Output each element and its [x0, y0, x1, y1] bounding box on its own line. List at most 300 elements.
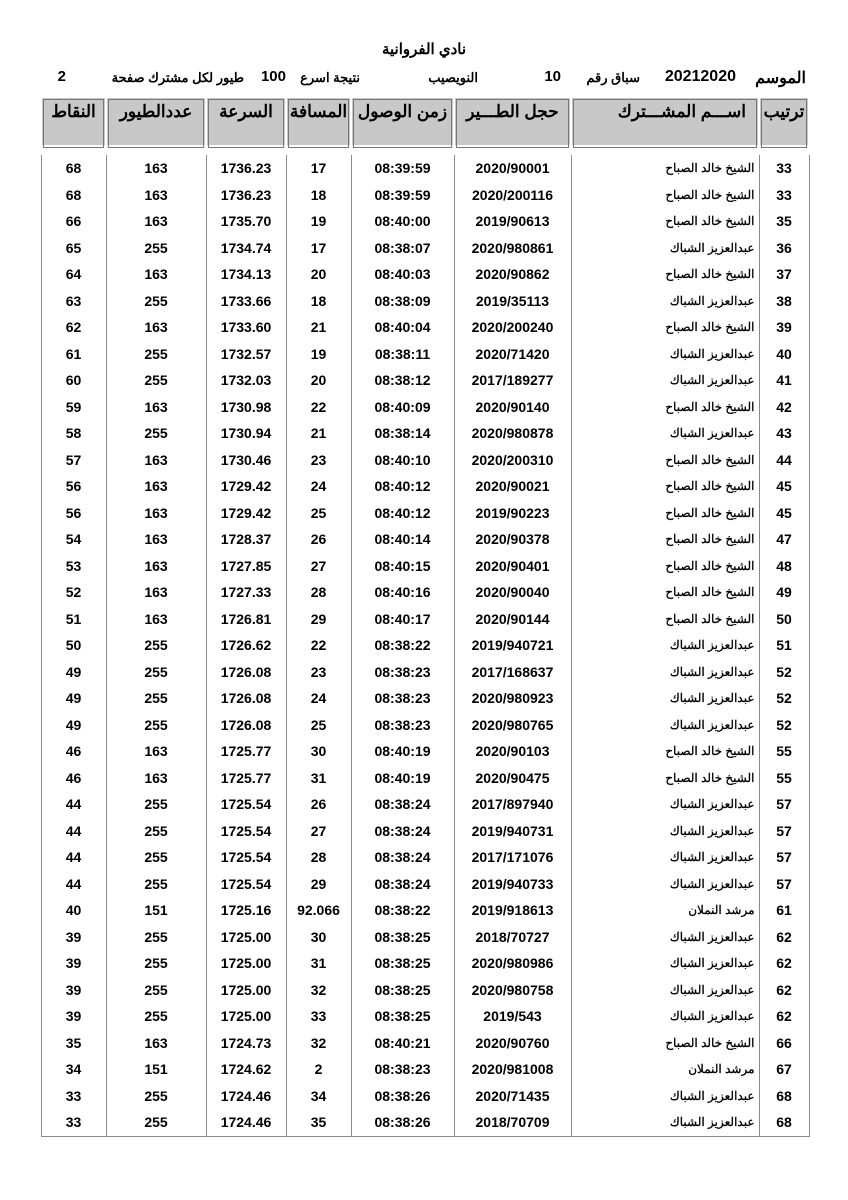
speed-cell: 1728.37 — [206, 526, 286, 553]
distance-cell: 23 — [286, 659, 351, 686]
arrival-time-cell: 08:40:15 — [351, 553, 454, 580]
points-cell: 49 — [41, 659, 106, 686]
table-row — [41, 182, 809, 209]
arrival-time-cell: 08:38:22 — [351, 897, 454, 924]
points-cell: 62 — [41, 314, 106, 341]
points-cell: 39 — [41, 1003, 106, 1030]
rank-cell: 55 — [759, 765, 809, 792]
participant-name-cell: الشيخ خالد الصباح — [571, 1030, 759, 1057]
ring-number-cell: 2020/90401 — [454, 553, 571, 580]
fastest-count: 100 — [260, 68, 286, 85]
participant-name-cell: الشيخ خالد الصباح — [571, 261, 759, 288]
participant-name-cell: عبدالعزيز الشباك — [571, 977, 759, 1004]
ring-number-cell: 2020/71420 — [454, 341, 571, 368]
header-distance: المسافة — [286, 97, 351, 150]
speed-cell: 1730.94 — [206, 420, 286, 447]
distance-cell: 29 — [286, 606, 351, 633]
bird-count-cell: 163 — [106, 579, 206, 606]
table-row — [41, 844, 809, 871]
speed-cell: 1726.08 — [206, 659, 286, 686]
speed-cell: 1733.66 — [206, 288, 286, 315]
table-row — [41, 420, 809, 447]
distance-cell: 25 — [286, 500, 351, 527]
ring-number-cell: 2017/897940 — [454, 791, 571, 818]
participant-name-cell: عبدالعزيز الشباك — [571, 950, 759, 977]
arrival-time-cell: 08:38:22 — [351, 632, 454, 659]
distance-cell: 20 — [286, 367, 351, 394]
distance-cell: 20 — [286, 261, 351, 288]
bird-count-cell: 255 — [106, 791, 206, 818]
header-participant-name: اســـم المشـــترك — [571, 97, 759, 150]
distance-cell: 28 — [286, 579, 351, 606]
speed-cell: 1725.16 — [206, 897, 286, 924]
speed-cell: 1733.60 — [206, 314, 286, 341]
arrival-time-cell: 08:38:07 — [351, 235, 454, 262]
ring-number-cell: 2019/543 — [454, 1003, 571, 1030]
participant-name-cell: عبدالعزيز الشباك — [571, 844, 759, 871]
participant-name-cell: الشيخ خالد الصباح — [571, 394, 759, 421]
ring-number-cell: 2019/35113 — [454, 288, 571, 315]
rank-cell: 35 — [759, 208, 809, 235]
ring-number-cell: 2020/980878 — [454, 420, 571, 447]
bird-count-cell: 255 — [106, 341, 206, 368]
arrival-time-cell: 08:38:26 — [351, 1083, 454, 1110]
distance-cell: 17 — [286, 235, 351, 262]
arrival-time-cell: 08:38:24 — [351, 791, 454, 818]
distance-cell: 24 — [286, 473, 351, 500]
speed-cell: 1725.00 — [206, 924, 286, 951]
speed-cell: 1724.62 — [206, 1056, 286, 1083]
distance-cell: 27 — [286, 818, 351, 845]
bird-count-cell: 163 — [106, 150, 206, 182]
table-row — [41, 871, 809, 898]
table-row — [41, 367, 809, 394]
arrival-time-cell: 08:40:10 — [351, 447, 454, 474]
rank-cell: 33 — [759, 182, 809, 209]
ring-number-cell: 2020/90103 — [454, 738, 571, 765]
bird-count-cell: 255 — [106, 1003, 206, 1030]
table-row — [41, 394, 809, 421]
points-cell: 60 — [41, 367, 106, 394]
distance-cell: 32 — [286, 1030, 351, 1057]
arrival-time-cell: 08:38:09 — [351, 288, 454, 315]
points-cell: 33 — [41, 1109, 106, 1136]
header-speed: السرعة — [206, 97, 286, 150]
speed-cell: 1725.00 — [206, 977, 286, 1004]
bird-count-cell: 163 — [106, 182, 206, 209]
bird-count-cell: 163 — [106, 394, 206, 421]
bird-count-cell: 151 — [106, 1056, 206, 1083]
speed-cell: 1725.54 — [206, 844, 286, 871]
arrival-time-cell: 08:38:25 — [351, 950, 454, 977]
speed-cell: 1725.77 — [206, 738, 286, 765]
bird-count-cell: 163 — [106, 314, 206, 341]
points-cell: 54 — [41, 526, 106, 553]
points-cell: 63 — [41, 288, 106, 315]
distance-cell: 92.066 — [286, 897, 351, 924]
distance-cell: 31 — [286, 950, 351, 977]
rank-cell: 52 — [759, 712, 809, 739]
rank-cell: 37 — [759, 261, 809, 288]
speed-cell: 1734.74 — [206, 235, 286, 262]
points-cell: 44 — [41, 844, 106, 871]
rank-cell: 57 — [759, 871, 809, 898]
arrival-time-cell: 08:38:24 — [351, 871, 454, 898]
race-location: النويصيب — [428, 70, 478, 85]
points-cell: 39 — [41, 977, 106, 1004]
participant-name-cell: الشيخ خالد الصباح — [571, 738, 759, 765]
bird-count-cell: 163 — [106, 1030, 206, 1057]
rank-cell: 67 — [759, 1056, 809, 1083]
speed-cell: 1725.54 — [206, 791, 286, 818]
distance-cell: 21 — [286, 420, 351, 447]
per-participant-label: طيور لكل مشترك صفحة — [111, 70, 244, 85]
bird-count-cell: 163 — [106, 765, 206, 792]
speed-cell: 1729.42 — [206, 500, 286, 527]
bird-count-cell: 255 — [106, 924, 206, 951]
points-cell: 34 — [41, 1056, 106, 1083]
bird-count-cell: 255 — [106, 235, 206, 262]
arrival-time-cell: 08:40:16 — [351, 579, 454, 606]
rank-cell: 45 — [759, 500, 809, 527]
table-row — [41, 738, 809, 765]
distance-cell: 26 — [286, 526, 351, 553]
ring-number-cell: 2019/918613 — [454, 897, 571, 924]
points-cell: 64 — [41, 261, 106, 288]
rank-cell: 48 — [759, 553, 809, 580]
distance-cell: 23 — [286, 447, 351, 474]
header-rank: ترتيب — [759, 97, 809, 150]
distance-cell: 33 — [286, 1003, 351, 1030]
points-cell: 39 — [41, 924, 106, 951]
distance-cell: 30 — [286, 924, 351, 951]
arrival-time-cell: 08:38:23 — [351, 685, 454, 712]
table-row — [41, 553, 809, 580]
arrival-time-cell: 08:38:14 — [351, 420, 454, 447]
points-cell: 44 — [41, 871, 106, 898]
rank-cell: 40 — [759, 341, 809, 368]
rank-cell: 47 — [759, 526, 809, 553]
participant-name-cell: عبدالعزيز الشباك — [571, 1003, 759, 1030]
table-row — [41, 606, 809, 633]
participant-name-cell: عبدالعزيز الشباك — [571, 288, 759, 315]
arrival-time-cell: 08:40:21 — [351, 1030, 454, 1057]
arrival-time-cell: 08:38:23 — [351, 1056, 454, 1083]
points-cell: 58 — [41, 420, 106, 447]
arrival-time-cell: 08:40:12 — [351, 500, 454, 527]
points-cell: 53 — [41, 553, 106, 580]
table-row — [41, 791, 809, 818]
rank-cell: 61 — [759, 897, 809, 924]
rank-cell: 52 — [759, 685, 809, 712]
speed-cell: 1724.46 — [206, 1083, 286, 1110]
season-value: 20212020 — [664, 68, 736, 85]
ring-number-cell: 2020/90475 — [454, 765, 571, 792]
speed-cell: 1725.54 — [206, 818, 286, 845]
ring-number-cell: 2017/168637 — [454, 659, 571, 686]
table-row — [41, 977, 809, 1004]
ring-number-cell: 2020/200310 — [454, 447, 571, 474]
table-row — [41, 150, 809, 182]
participant-name-cell: عبدالعزيز الشباك — [571, 924, 759, 951]
rank-cell: 62 — [759, 977, 809, 1004]
participant-name-cell: الشيخ خالد الصباح — [571, 765, 759, 792]
arrival-time-cell: 08:38:25 — [351, 977, 454, 1004]
bird-count-cell: 163 — [106, 500, 206, 527]
points-cell: 33 — [41, 1083, 106, 1110]
distance-cell: 22 — [286, 632, 351, 659]
bird-count-cell: 255 — [106, 685, 206, 712]
table-row — [41, 712, 809, 739]
points-cell: 39 — [41, 950, 106, 977]
arrival-time-cell: 08:40:09 — [351, 394, 454, 421]
ring-number-cell: 2019/940731 — [454, 818, 571, 845]
ring-number-cell: 2020/200240 — [454, 314, 571, 341]
distance-cell: 2 — [286, 1056, 351, 1083]
rank-cell: 57 — [759, 844, 809, 871]
table-row — [41, 473, 809, 500]
points-cell: 66 — [41, 208, 106, 235]
points-cell: 44 — [41, 818, 106, 845]
points-cell: 65 — [41, 235, 106, 262]
participant-name-cell: مرشد النملان — [571, 897, 759, 924]
participant-name-cell: عبدالعزيز الشباك — [571, 871, 759, 898]
ring-number-cell: 2020/90144 — [454, 606, 571, 633]
table-row — [41, 1109, 809, 1136]
participant-name-cell: الشيخ خالد الصباح — [571, 447, 759, 474]
table-row — [41, 500, 809, 527]
participant-name-cell: الشيخ خالد الصباح — [571, 208, 759, 235]
points-cell: 57 — [41, 447, 106, 474]
table-row — [41, 950, 809, 977]
ring-number-cell: 2020/90140 — [454, 394, 571, 421]
bird-count-cell: 255 — [106, 818, 206, 845]
ring-number-cell: 2020/980986 — [454, 950, 571, 977]
table-row — [41, 1083, 809, 1110]
ring-number-cell: 2019/940733 — [454, 871, 571, 898]
points-cell: 59 — [41, 394, 106, 421]
distance-cell: 34 — [286, 1083, 351, 1110]
participant-name-cell: عبدالعزيز الشباك — [571, 1109, 759, 1136]
distance-cell: 24 — [286, 685, 351, 712]
ring-number-cell: 2020/90021 — [454, 473, 571, 500]
table-row — [41, 288, 809, 315]
rank-cell: 62 — [759, 1003, 809, 1030]
rank-cell: 52 — [759, 659, 809, 686]
speed-cell: 1725.00 — [206, 1003, 286, 1030]
points-cell: 35 — [41, 1030, 106, 1057]
speed-cell: 1732.57 — [206, 341, 286, 368]
results-table — [40, 96, 810, 1137]
table-row — [41, 579, 809, 606]
speed-cell: 1735.70 — [206, 208, 286, 235]
race-label: سباق رقم — [586, 70, 640, 85]
speed-cell: 1724.46 — [206, 1109, 286, 1136]
points-cell: 49 — [41, 685, 106, 712]
table-row — [41, 341, 809, 368]
participant-name-cell: عبدالعزيز الشباك — [571, 818, 759, 845]
arrival-time-cell: 08:40:12 — [351, 473, 454, 500]
arrival-time-cell: 08:38:25 — [351, 1003, 454, 1030]
points-cell: 68 — [41, 150, 106, 182]
bird-count-cell: 163 — [106, 261, 206, 288]
participant-name-cell: الشيخ خالد الصباح — [571, 314, 759, 341]
distance-cell: 25 — [286, 712, 351, 739]
rank-cell: 57 — [759, 818, 809, 845]
rank-cell: 51 — [759, 632, 809, 659]
bird-count-cell: 163 — [106, 447, 206, 474]
bird-count-cell: 255 — [106, 844, 206, 871]
distance-cell: 28 — [286, 844, 351, 871]
speed-cell: 1727.33 — [206, 579, 286, 606]
fastest-label: نتيجة اسرع — [300, 70, 360, 85]
speed-cell: 1727.85 — [206, 553, 286, 580]
arrival-time-cell: 08:40:19 — [351, 765, 454, 792]
speed-cell: 1732.03 — [206, 367, 286, 394]
rank-cell: 43 — [759, 420, 809, 447]
speed-cell: 1725.77 — [206, 765, 286, 792]
ring-number-cell: 2020/90001 — [454, 150, 571, 182]
bird-count-cell: 163 — [106, 208, 206, 235]
bird-count-cell: 255 — [106, 871, 206, 898]
bird-count-cell: 255 — [106, 1109, 206, 1136]
header-bird-count: عددالطيور — [106, 97, 206, 150]
points-cell: 56 — [41, 473, 106, 500]
speed-cell: 1736.23 — [206, 182, 286, 209]
arrival-time-cell: 08:40:14 — [351, 526, 454, 553]
table-row — [41, 1056, 809, 1083]
rank-cell: 45 — [759, 473, 809, 500]
speed-cell: 1729.42 — [206, 473, 286, 500]
bird-count-cell: 255 — [106, 977, 206, 1004]
participant-name-cell: الشيخ خالد الصباح — [571, 150, 759, 182]
bird-count-cell: 163 — [106, 473, 206, 500]
participant-name-cell: عبدالعزيز الشباك — [571, 235, 759, 262]
table-row — [41, 208, 809, 235]
distance-cell: 19 — [286, 341, 351, 368]
arrival-time-cell: 08:38:11 — [351, 341, 454, 368]
bird-count-cell: 255 — [106, 632, 206, 659]
participant-name-cell: عبدالعزيز الشباك — [571, 420, 759, 447]
arrival-time-cell: 08:40:17 — [351, 606, 454, 633]
rank-cell: 68 — [759, 1109, 809, 1136]
participant-name-cell: الشيخ خالد الصباح — [571, 579, 759, 606]
points-cell: 40 — [41, 897, 106, 924]
distance-cell: 18 — [286, 288, 351, 315]
table-row — [41, 765, 809, 792]
participant-name-cell: عبدالعزيز الشباك — [571, 712, 759, 739]
distance-cell: 29 — [286, 871, 351, 898]
speed-cell: 1734.13 — [206, 261, 286, 288]
participant-name-cell: عبدالعزيز الشباك — [571, 685, 759, 712]
speed-cell: 1726.62 — [206, 632, 286, 659]
table-row — [41, 235, 809, 262]
table-row — [41, 314, 809, 341]
rank-cell: 62 — [759, 924, 809, 951]
rank-cell: 50 — [759, 606, 809, 633]
participant-name-cell: عبدالعزيز الشباك — [571, 1083, 759, 1110]
arrival-time-cell: 08:38:24 — [351, 818, 454, 845]
participant-name-cell: عبدالعزيز الشباك — [571, 367, 759, 394]
participant-name-cell: عبدالعزيز الشباك — [571, 632, 759, 659]
bird-count-cell: 163 — [106, 606, 206, 633]
page-number: 2 — [57, 68, 66, 85]
rank-cell: 39 — [759, 314, 809, 341]
arrival-time-cell: 08:39:59 — [351, 150, 454, 182]
table-row — [41, 1030, 809, 1057]
points-cell: 46 — [41, 765, 106, 792]
speed-cell: 1726.08 — [206, 685, 286, 712]
header-ring-number: حجل الطـــير — [454, 97, 571, 150]
points-cell: 61 — [41, 341, 106, 368]
bird-count-cell: 163 — [106, 526, 206, 553]
rank-cell: 62 — [759, 950, 809, 977]
table-row — [41, 526, 809, 553]
arrival-time-cell: 08:38:23 — [351, 712, 454, 739]
arrival-time-cell: 08:38:23 — [351, 659, 454, 686]
ring-number-cell: 2019/90613 — [454, 208, 571, 235]
rank-cell: 38 — [759, 288, 809, 315]
arrival-time-cell: 08:38:12 — [351, 367, 454, 394]
distance-cell: 19 — [286, 208, 351, 235]
rank-cell: 41 — [759, 367, 809, 394]
ring-number-cell: 2020/90760 — [454, 1030, 571, 1057]
bird-count-cell: 151 — [106, 897, 206, 924]
bird-count-cell: 255 — [106, 712, 206, 739]
ring-number-cell: 2019/90223 — [454, 500, 571, 527]
speed-cell: 1730.98 — [206, 394, 286, 421]
participant-name-cell: عبدالعزيز الشباك — [571, 341, 759, 368]
distance-cell: 31 — [286, 765, 351, 792]
points-cell: 56 — [41, 500, 106, 527]
ring-number-cell: 2020/90862 — [454, 261, 571, 288]
bird-count-cell: 255 — [106, 367, 206, 394]
table-row — [41, 659, 809, 686]
speed-cell: 1724.73 — [206, 1030, 286, 1057]
rank-cell: 44 — [759, 447, 809, 474]
arrival-time-cell: 08:40:00 — [351, 208, 454, 235]
ring-number-cell: 2019/940721 — [454, 632, 571, 659]
ring-number-cell: 2018/70727 — [454, 924, 571, 951]
participant-name-cell: الشيخ خالد الصباح — [571, 182, 759, 209]
bird-count-cell: 255 — [106, 1083, 206, 1110]
race-info — [42, 68, 806, 92]
table-row — [41, 261, 809, 288]
points-cell: 51 — [41, 606, 106, 633]
ring-number-cell: 2020/980923 — [454, 685, 571, 712]
points-cell: 44 — [41, 791, 106, 818]
speed-cell: 1726.08 — [206, 712, 286, 739]
table-row — [41, 447, 809, 474]
rank-cell: 66 — [759, 1030, 809, 1057]
ring-number-cell: 2020/980758 — [454, 977, 571, 1004]
points-cell: 52 — [41, 579, 106, 606]
rank-cell: 42 — [759, 394, 809, 421]
rank-cell: 36 — [759, 235, 809, 262]
club-title: نادي الفروانية — [381, 41, 467, 58]
bird-count-cell: 255 — [106, 420, 206, 447]
speed-cell: 1736.23 — [206, 150, 286, 182]
speed-cell: 1725.00 — [206, 950, 286, 977]
distance-cell: 27 — [286, 553, 351, 580]
participant-name-cell: الشيخ خالد الصباح — [571, 606, 759, 633]
rank-cell: 55 — [759, 738, 809, 765]
distance-cell: 17 — [286, 150, 351, 182]
arrival-time-cell: 08:39:59 — [351, 182, 454, 209]
bird-count-cell: 163 — [106, 738, 206, 765]
table-row — [41, 1003, 809, 1030]
distance-cell: 21 — [286, 314, 351, 341]
